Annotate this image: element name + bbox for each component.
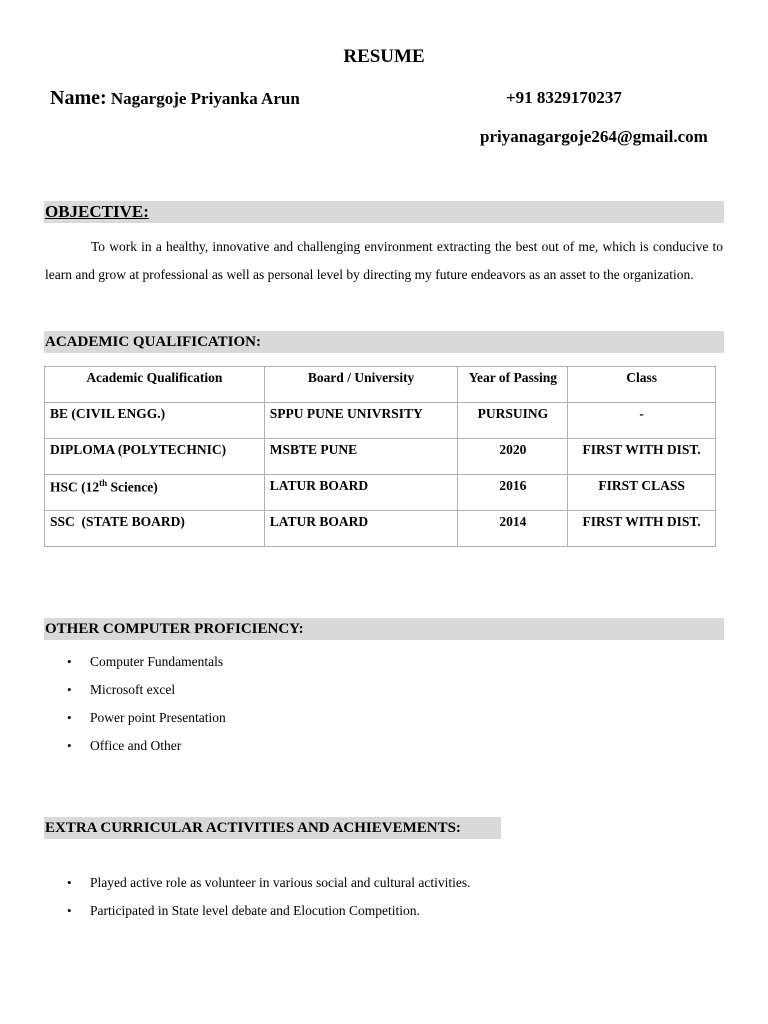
list-item-text: Microsoft excel bbox=[90, 682, 176, 697]
qualification-cell bbox=[45, 475, 265, 511]
list-item bbox=[45, 737, 226, 765]
qualification-cell: BE (CIVIL ENGG.) bbox=[45, 403, 265, 439]
bullet-icon: • bbox=[67, 682, 72, 697]
academic-table bbox=[44, 366, 716, 547]
class-cell: FIRST WITH DIST. bbox=[568, 439, 716, 475]
class-cell: FIRST WITH DIST. bbox=[568, 511, 716, 547]
table-row bbox=[45, 511, 716, 547]
list-item bbox=[45, 709, 226, 737]
board-cell: LATUR BOARD bbox=[264, 511, 458, 547]
email-address: priyanagargoje264@gmail.com bbox=[480, 127, 708, 146]
table-row bbox=[45, 475, 716, 511]
class-cell: FIRST CLASS bbox=[568, 475, 716, 511]
table-header-row bbox=[45, 367, 716, 403]
computer-heading: OTHER COMPUTER PROFICIENCY: bbox=[45, 621, 304, 637]
qualification-prefix: HSC (12 bbox=[50, 479, 100, 495]
list-item bbox=[45, 653, 226, 681]
list-item-text: Computer Fundamentals bbox=[90, 654, 224, 669]
extra-heading: EXTRA CURRICULAR ACTIVITIES AND ACHIEVEMENTS: bbox=[45, 820, 461, 836]
list-item bbox=[45, 874, 471, 902]
list-item-text: Power point Presentation bbox=[90, 710, 226, 725]
column-header: Board / University bbox=[264, 367, 458, 403]
bullet-icon: • bbox=[67, 903, 72, 918]
objective-heading: OBJECTIVE: bbox=[45, 202, 149, 221]
name-label: Name: bbox=[50, 87, 107, 109]
list-item-text: Office and Other bbox=[90, 738, 182, 753]
year-cell: 2020 bbox=[458, 439, 568, 475]
year-cell: 2016 bbox=[458, 475, 568, 511]
qualification-superscript: th bbox=[99, 478, 108, 488]
table-row bbox=[45, 403, 716, 439]
qualification-cell: DIPLOMA (POLYTECHNIC) bbox=[45, 439, 265, 475]
column-header: Academic Qualification bbox=[45, 367, 265, 403]
board-cell: MSBTE PUNE bbox=[264, 439, 458, 475]
list-item-text: Participated in State level debate and Elocution Competition. bbox=[90, 903, 420, 918]
name-line bbox=[50, 87, 300, 110]
class-cell: - bbox=[568, 403, 716, 439]
list-item-text: Played active role as volunteer in various social and cultural activities. bbox=[90, 875, 471, 890]
qualification-suffix: Science) bbox=[107, 479, 158, 495]
bullet-icon: • bbox=[67, 710, 72, 725]
year-cell: 2014 bbox=[458, 511, 568, 547]
table-row bbox=[45, 439, 716, 475]
column-header: Year of Passing bbox=[458, 367, 568, 403]
bullet-icon: • bbox=[67, 738, 72, 753]
document-title: RESUME bbox=[343, 46, 425, 67]
bullet-icon: • bbox=[67, 875, 72, 890]
objective-text: To work in a healthy, innovative and challenging environment extracting the best out of me, which is conducive to learn and grow at professional as well as personal level by directing my future endeavors as an asset to the organization. bbox=[45, 239, 723, 282]
phone-number: +91 8329170237 bbox=[506, 88, 622, 107]
bullet-icon: • bbox=[67, 654, 72, 669]
board-cell: LATUR BOARD bbox=[264, 475, 458, 511]
extra-activities-list bbox=[45, 874, 471, 930]
year-cell: PURSUING bbox=[458, 403, 568, 439]
candidate-name: Nagargoje Priyanka Arun bbox=[110, 89, 300, 108]
computer-skills-list bbox=[45, 653, 226, 765]
list-item bbox=[45, 902, 471, 930]
board-cell: SPPU PUNE UNIVRSITY bbox=[264, 403, 458, 439]
qualification-cell: SSC (STATE BOARD) bbox=[45, 511, 265, 547]
column-header: Class bbox=[568, 367, 716, 403]
list-item bbox=[45, 681, 226, 709]
academic-heading: ACADEMIC QUALIFICATION: bbox=[45, 334, 261, 350]
